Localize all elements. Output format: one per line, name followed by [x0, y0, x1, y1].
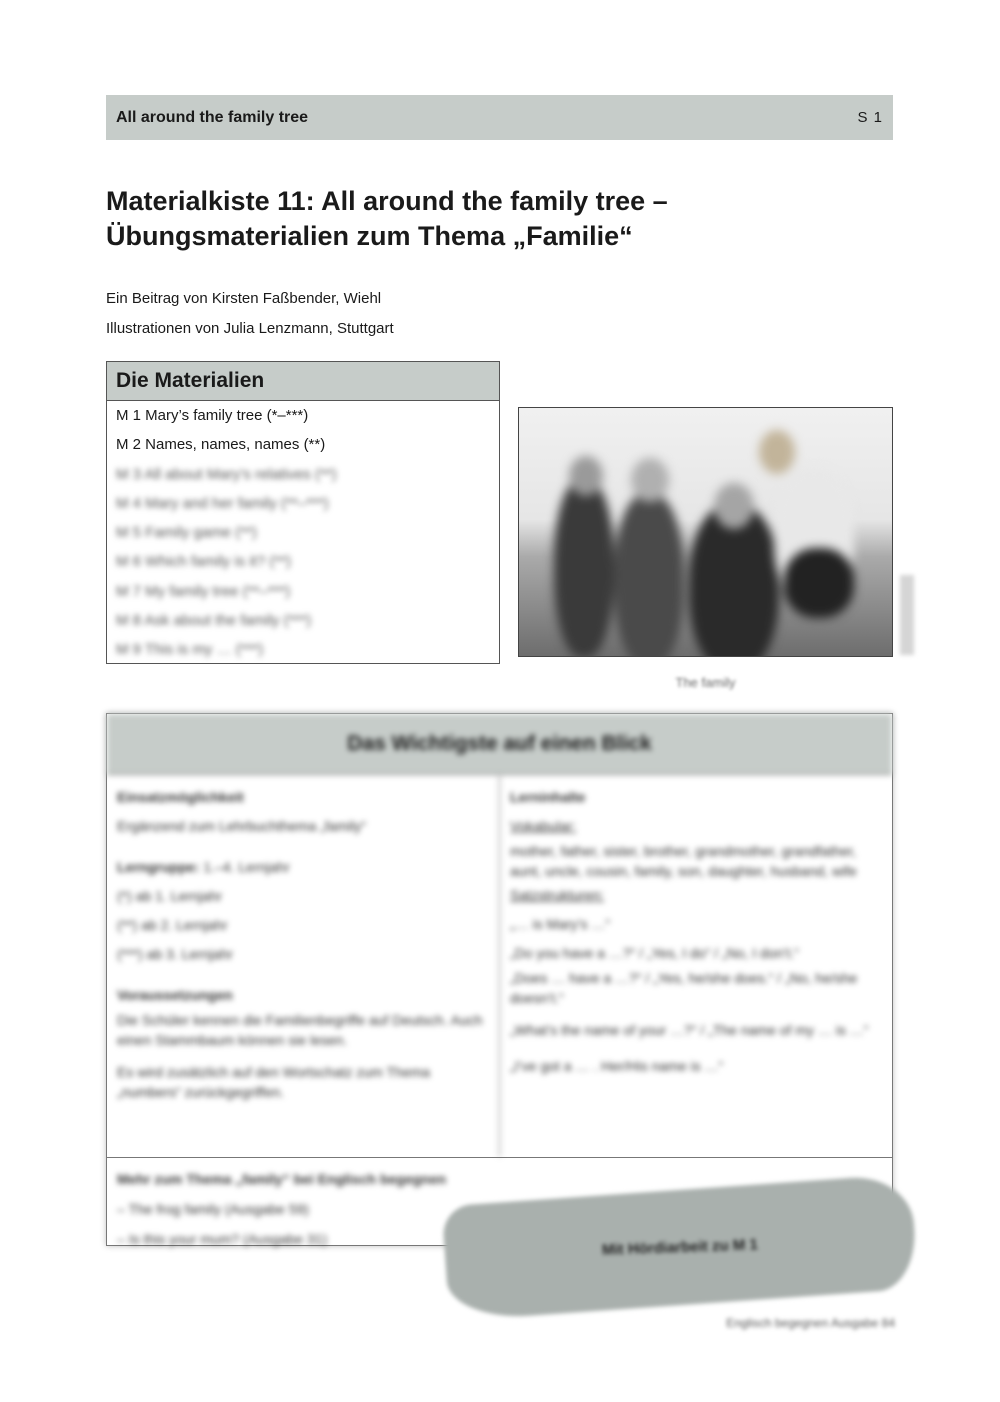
materials-box: [106, 361, 500, 664]
phrase-3: „Does … have a …?“ / „Yes, he/she does.“ / „No, he/she doesn’t.“: [510, 970, 858, 1006]
overview-left-column: [107, 775, 500, 1157]
materials-list: [107, 401, 499, 664]
level-2: (**) ab 2. Lernjahr: [117, 917, 228, 933]
title-line-2: Übungsmaterialien zum Thema „Familie“: [106, 221, 633, 251]
phrase-4: „What’s the name of your …?“ / „The name of my … is …“: [510, 1022, 869, 1038]
phrase-5: „I’ve got a … . Her/His name is …“: [510, 1058, 724, 1074]
phrases-label: Satzstrukturen:: [510, 887, 605, 903]
level-3: (***) ab 3. Lernjahr: [117, 946, 233, 962]
page-title: [106, 184, 896, 254]
photo-head: [569, 456, 603, 496]
material-item: M 2 Names, names, names (**): [116, 436, 326, 454]
materials-heading: Die Materialien: [107, 362, 499, 401]
more-heading: Mehr zum Thema „family“ bei Englisch begegnen: [117, 1171, 447, 1187]
photo-head: [714, 483, 754, 529]
overview-box: [106, 713, 893, 1246]
photo-head: [759, 430, 795, 474]
vocab-text: mother, father, sister, brother, grandmother, grandfather, aunt, uncle, cousin, family, son, daughter, husband, wife: [510, 843, 857, 879]
photo-head: [631, 458, 669, 502]
use-text: Ergänzend zum Lehrbuchthema „family“: [117, 818, 367, 834]
family-photo: [518, 407, 893, 657]
banner-label: Mit Hördiarbeit zu M 1: [601, 1236, 759, 1259]
vocab-label: Vokabular:: [510, 818, 577, 834]
material-item: M 3 All about Mary’s relatives (**): [116, 465, 337, 483]
material-item: M 9 This is my … (***): [116, 641, 264, 659]
group-label: Lerngruppe:: [117, 859, 200, 875]
material-item: M 7 My family tree (**–***): [116, 582, 291, 600]
photo-figure: [614, 493, 684, 657]
photo-caption: The family: [675, 675, 736, 690]
overview-right-column: [500, 775, 892, 1157]
material-item: M 1 Mary’s family tree (*–***): [116, 407, 309, 424]
header-bar: [106, 95, 893, 140]
group-line: [117, 853, 489, 882]
family-photo-scene: [519, 408, 892, 656]
footer-source: Englisch begegnen Ausgabe 84: [726, 1316, 895, 1330]
use-label: Einsatzmöglichkeit: [117, 789, 244, 805]
prereq-text-1: Die Schüler kennen die Familienbegriffe auf Deutsch. Auch einen Stammbaum können sie lesen.: [117, 1012, 483, 1048]
more-item-text: Is this your mum? (Ausgabe 31): [128, 1231, 328, 1247]
overview-columns: [107, 775, 892, 1158]
content-label: Lerninhalte: [510, 789, 586, 805]
title-line-1: Materialkiste 11: All around the family tree –: [106, 186, 668, 216]
group-value: 1.–4. Lernjahr: [203, 859, 290, 875]
photo-figure: [554, 478, 614, 657]
phrase-2: „Do you have a …?“ / „Yes, I do“ / „No, I don’t.“: [510, 945, 799, 961]
overview-heading: Das Wichtigste auf einen Blick: [107, 714, 892, 775]
header-title: All around the family tree: [116, 108, 309, 126]
material-item: M 6 Which family is it? (**): [116, 553, 292, 571]
photo-credit-mark: [900, 575, 914, 655]
material-item: M 5 Family game (**): [116, 524, 257, 542]
material-item: M 8 Ask about the family (***): [116, 612, 312, 630]
photo-figure: [784, 548, 854, 618]
prereq-text-2: Es wird zusätzlich auf den Wortschatz zum Thema „numbers“ zurückgegriffen.: [117, 1064, 431, 1100]
prereq-label: Voraussetzungen: [117, 987, 233, 1003]
level-1: (*) ab 1. Lernjahr: [117, 888, 223, 904]
phrase-1: „… is Mary’s …“: [510, 916, 611, 932]
author-credit: Ein Beitrag von Kirsten Faßbender, Wiehl: [106, 290, 382, 307]
illustrator-credit: Illustrationen von Julia Lenzmann, Stuttgart: [106, 320, 394, 337]
material-item: M 4 Mary and her family (**–***): [116, 494, 329, 512]
page-number: S 1: [857, 109, 883, 126]
more-item-text: The frog family (Ausgabe 59): [128, 1201, 309, 1217]
more-item: – Is this your mum? (Ausgabe 31): [117, 1231, 328, 1247]
more-item: – The frog family (Ausgabe 59): [117, 1201, 309, 1217]
